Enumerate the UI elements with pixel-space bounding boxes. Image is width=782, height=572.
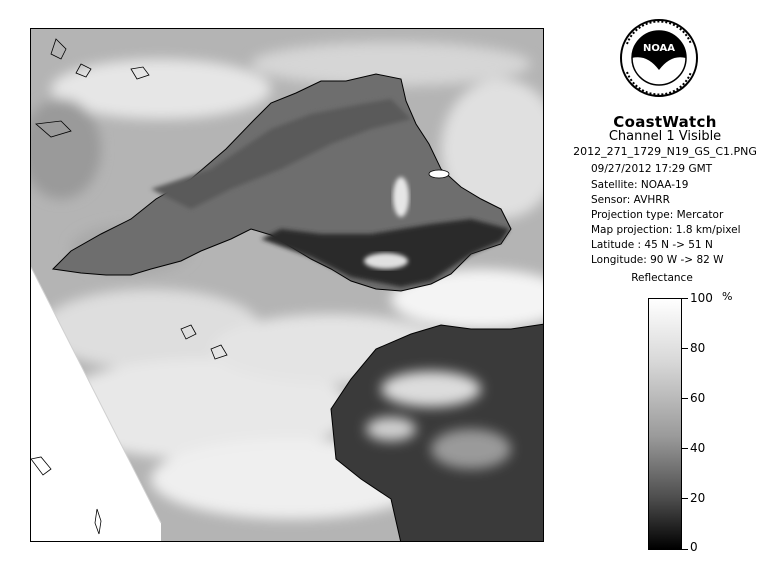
colorbar-unit: %: [722, 290, 733, 303]
colorbar-tick: [682, 549, 688, 550]
colorbar-tick-label: 0: [690, 540, 698, 554]
colorbar-tick: [682, 498, 688, 499]
reflectance-colorbar: [648, 298, 682, 550]
colorbar-tick-label: 100: [690, 291, 713, 305]
datetime-label: 09/27/2012 17:29 GMT: [591, 163, 713, 175]
colorbar-tick-label: 40: [690, 441, 706, 455]
colorbar-tick-label: 60: [690, 391, 706, 405]
colorbar-tick-label: 80: [690, 341, 706, 355]
colorbar-tick: [682, 348, 688, 349]
colorbar-tick: [682, 448, 688, 449]
product-title: CoastWatch: [613, 113, 717, 131]
lake-cloud: [364, 253, 408, 269]
colorbar-tick-label: 20: [690, 491, 706, 505]
noaa-logo-text: NOAA: [642, 43, 676, 54]
sensor-label: Sensor: AVHRR: [591, 194, 670, 206]
colorbar-tick: [682, 298, 688, 299]
lake-island: [429, 170, 449, 178]
projection-type-label: Projection type: Mercator: [591, 209, 724, 221]
lake-cloud: [393, 177, 409, 217]
noaa-logo: [619, 18, 699, 98]
noaa-logo-graphic: [619, 18, 699, 98]
file-name: 2012_271_1729_N19_GS_C1.PNG: [573, 145, 757, 158]
satellite-image: [30, 28, 544, 542]
colorbar-title: Reflectance: [631, 272, 693, 284]
latitude-label: Latitude : 45 N -> 51 N: [591, 239, 713, 251]
satellite-label: Satellite: NOAA-19: [591, 179, 689, 191]
longitude-label: Longitude: 90 W -> 82 W: [591, 254, 724, 266]
colorbar-tick: [682, 398, 688, 399]
map-projection-label: Map projection: 1.8 km/pixel: [591, 224, 741, 236]
channel-label: Channel 1 Visible: [608, 129, 722, 144]
satellite-map: [31, 29, 544, 542]
